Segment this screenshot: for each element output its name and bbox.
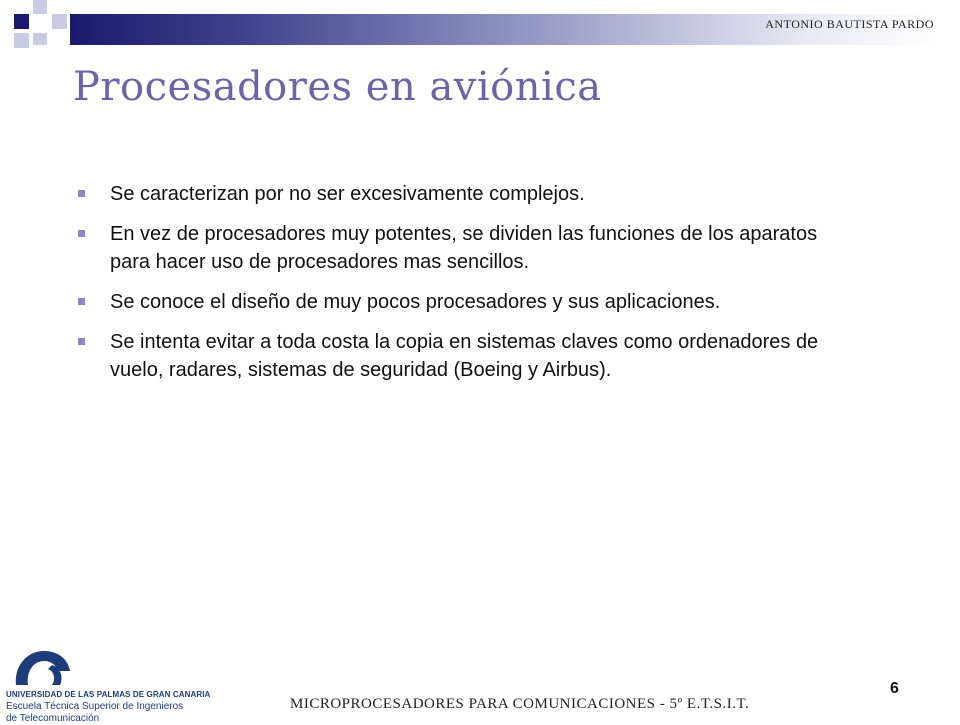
ulpgc-emblem-icon bbox=[8, 645, 78, 689]
list-item bbox=[76, 220, 824, 276]
bullet-text: Se caracterizan por no ser excesivamente complejos. bbox=[110, 183, 585, 205]
list-item bbox=[76, 328, 824, 384]
list-item bbox=[76, 180, 824, 208]
bullet-text: Se conoce el diseño de muy pocos procesadores y sus aplicaciones. bbox=[110, 291, 721, 313]
decor-square bbox=[52, 14, 67, 29]
author-name: ANTONIO BAUTISTA PARDO bbox=[765, 17, 934, 31]
slide-title: Procesadores en aviónica bbox=[73, 64, 602, 110]
decor-square bbox=[14, 14, 29, 29]
bullet-list bbox=[76, 180, 824, 396]
square-bullet-icon bbox=[78, 338, 85, 345]
logo-school: Escuela Técnica Superior de Ingenieros bbox=[6, 701, 184, 712]
square-bullet-icon bbox=[78, 230, 85, 237]
decor-square bbox=[33, 0, 47, 14]
decor-square bbox=[33, 33, 47, 45]
square-bullet-icon bbox=[78, 298, 85, 305]
logo-department: de Telecomunicación bbox=[6, 713, 100, 724]
decor-square bbox=[14, 33, 29, 48]
list-item bbox=[76, 288, 824, 316]
university-logo bbox=[4, 645, 211, 724]
bullet-text: Se intenta evitar a toda costa la copia en sistemas claves como ordenadores de vuelo, radares, sistemas de seguridad (Boeing y Airbus). bbox=[110, 331, 819, 381]
bullet-text: En vez de procesadores muy potentes, se dividen las funciones de los aparatos para hacer uso de procesadores mas sencillos. bbox=[110, 223, 818, 273]
page-number: 6 bbox=[890, 680, 899, 697]
logo-university: UNIVERSIDAD DE LAS PALMAS DE GRAN CANARIA bbox=[6, 690, 211, 699]
course-footer: MICROPROCESADORES PARA COMUNICACIONES - 5º E.T.S.I.T. bbox=[290, 696, 750, 712]
square-bullet-icon bbox=[78, 190, 85, 197]
